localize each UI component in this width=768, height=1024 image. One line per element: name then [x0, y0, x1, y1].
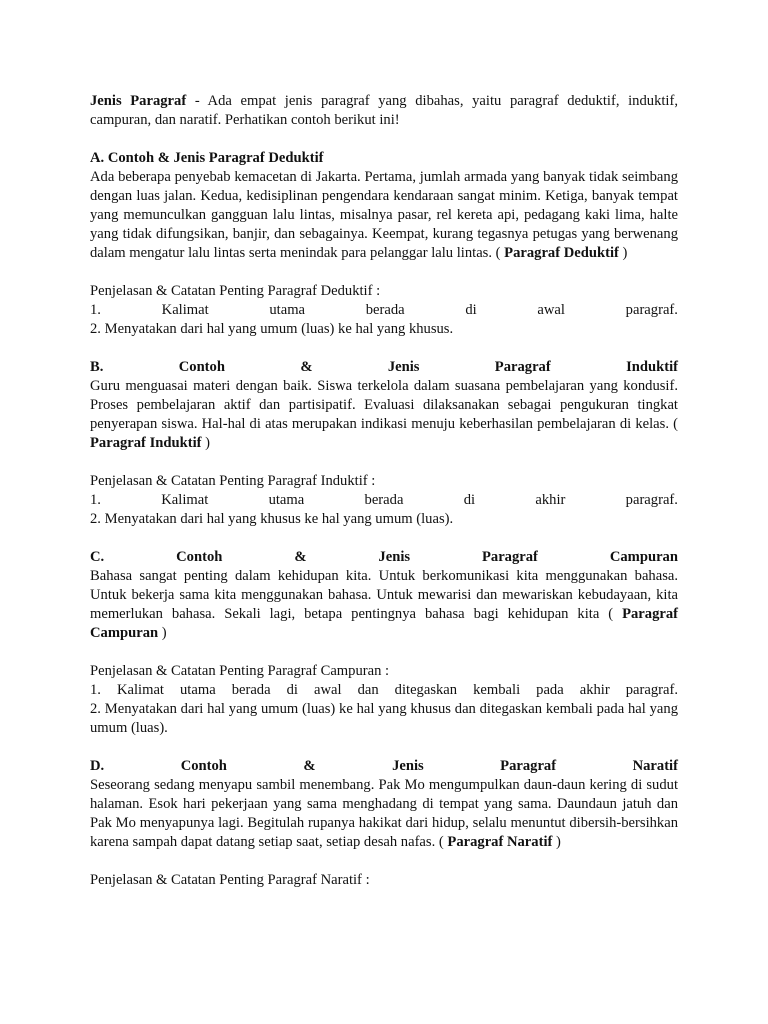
- heading-word: Campuran: [609, 549, 678, 565]
- section-c-text: Bahasa sangat penting dalam kehidupan kita. Untuk berkomunikasi kita menggunakan bahasa. Untuk bekerja sama kita menggunakan bahasa. Untuk mewarisi dan mewariskan kebudayaan, kita memerlukan bahasa. Sekali lagi, betapa pentingnya bahasa bagi kehidupan kita (: [90, 568, 678, 622]
- note-word: Kalimat: [161, 302, 209, 318]
- section-d-text: Seseorang sedang menyapu sambil menembang. Pak Mo mengumpulkan daun-daun kering di sudut halaman. Esok hari pekerjaan yang sama menghadang di tempat yang sama. Daundaun jatuh dan Pak Mo menyapunya lagi. Begitulah rupanya hakikat dari hidup, selalu menuntut dibersih-bersihkan karena sampah dapat datang setiap saat, setiap desah nafas. (: [90, 777, 678, 850]
- section-d-after: ): [552, 834, 561, 850]
- section-b-heading: [90, 358, 678, 377]
- section-a-body: [90, 168, 678, 263]
- heading-word: &: [303, 758, 316, 774]
- section-a-note-2: 2. Menyatakan dari hal yang umum (luas) ke hal yang khusus.: [90, 321, 454, 337]
- section-d-body: [90, 776, 678, 852]
- section-c-body: [90, 567, 678, 643]
- section-a-note-1: [90, 301, 678, 320]
- heading-word: Contoh: [180, 758, 227, 774]
- section-d-notes-title: Penjelasan & Catatan Penting Paragraf Naratif :: [90, 872, 370, 888]
- note-word: akhir: [535, 492, 566, 508]
- intro-paragraph: [90, 92, 678, 130]
- heading-word: Paragraf: [481, 549, 538, 565]
- heading-word: Jenis: [392, 758, 424, 774]
- note-word: paragraf.: [625, 302, 678, 318]
- heading-word: Naratif: [632, 758, 678, 774]
- note-word: utama: [268, 492, 305, 508]
- section-d-label: Paragraf Naratif: [447, 834, 553, 850]
- note-word: berada: [365, 302, 405, 318]
- intro-text: - Ada empat jenis paragraf yang dibahas, yaitu paragraf deduktif, induktif, campuran, dan naratif. Perhatikan contoh berikut ini!: [90, 93, 678, 128]
- note-word: berada: [364, 492, 404, 508]
- section-c-heading: [90, 548, 678, 567]
- section-c-note-1: 1. Kalimat utama berada di awal dan ditegaskan kembali pada akhir paragraf.: [90, 682, 678, 698]
- section-a-after: ): [618, 245, 628, 261]
- heading-word: D.: [90, 758, 105, 774]
- heading-word: Contoh: [178, 359, 225, 375]
- section-b-note-1: [90, 491, 678, 510]
- heading-word: &: [294, 549, 307, 565]
- heading-word: C.: [90, 549, 105, 565]
- section-b-note-2: 2. Menyatakan dari hal yang khusus ke hal yang umum (luas).: [90, 511, 454, 527]
- note-word: utama: [269, 302, 306, 318]
- section-a-heading: A. Contoh & Jenis Paragraf Deduktif: [90, 150, 324, 166]
- section-c-note-2: 2. Menyatakan dari hal yang umum (luas) ke hal yang khusus dan ditegaskan kembali pada hal yang umum (luas).: [90, 701, 678, 736]
- section-b-label: Paragraf Induktif: [90, 435, 202, 451]
- section-c-after: ): [158, 625, 167, 641]
- section-c-label: Paragraf Campuran: [90, 606, 678, 641]
- section-b-body: [90, 377, 678, 453]
- section-b-after: ): [201, 435, 210, 451]
- heading-word: Contoh: [176, 549, 223, 565]
- note-word: di: [463, 492, 476, 508]
- intro-title: Jenis Paragraf: [90, 93, 187, 109]
- note-word: 1.: [90, 492, 101, 508]
- heading-word: Jenis: [387, 359, 420, 375]
- heading-word: Paragraf: [494, 359, 551, 375]
- section-b-notes-title: Penjelasan & Catatan Penting Paragraf Induktif :: [90, 473, 376, 489]
- heading-word: Paragraf: [500, 758, 557, 774]
- section-a-notes-title: Penjelasan & Catatan Penting Paragraf Deduktif :: [90, 283, 381, 299]
- heading-word: Jenis: [378, 549, 411, 565]
- section-d-heading: [90, 757, 678, 776]
- section-b-text: Guru menguasai materi dengan baik. Siswa terkelola dalam suasana pembelajaran yang kondusif. Proses pembelajaran aktif dan partisipatif. Evaluasi dilaksanakan sebagai pengukuran tingkat penyerapan siswa. Hal-hal di atas merupakan indikasi menuju keberhasilan pembelajaran di kelas. (: [90, 378, 678, 432]
- note-word: Kalimat: [161, 492, 209, 508]
- heading-word: Induktif: [626, 359, 678, 375]
- note-word: awal: [537, 302, 565, 318]
- note-word: 1.: [90, 302, 101, 318]
- note-word: paragraf.: [625, 492, 678, 508]
- section-c-notes-title: Penjelasan & Catatan Penting Paragraf Campuran :: [90, 663, 390, 679]
- section-a-text: Ada beberapa penyebab kemacetan di Jakarta. Pertama, jumlah armada yang banyak tidak seimbang dengan luas jalan. Kedua, kedisiplinan pengendara kendaraan sangat minim. Ketiga, banyak tempat yang memunculkan gangguan lalu lintas, misalnya pasar, rel kereta api, pedagang kaki lima, halte yang tidak difungsikan, banjir, dan sebagainya. Keempat, kurang tegasnya petugas yang berwenang dalam mengatur lalu lintas serta menindak para pelanggar lalu lintas. (: [90, 169, 678, 261]
- heading-word: B.: [90, 359, 104, 375]
- section-a-label: Paragraf Deduktif: [504, 245, 619, 261]
- note-word: di: [465, 302, 477, 318]
- document-body: [90, 92, 678, 890]
- heading-word: &: [300, 359, 313, 375]
